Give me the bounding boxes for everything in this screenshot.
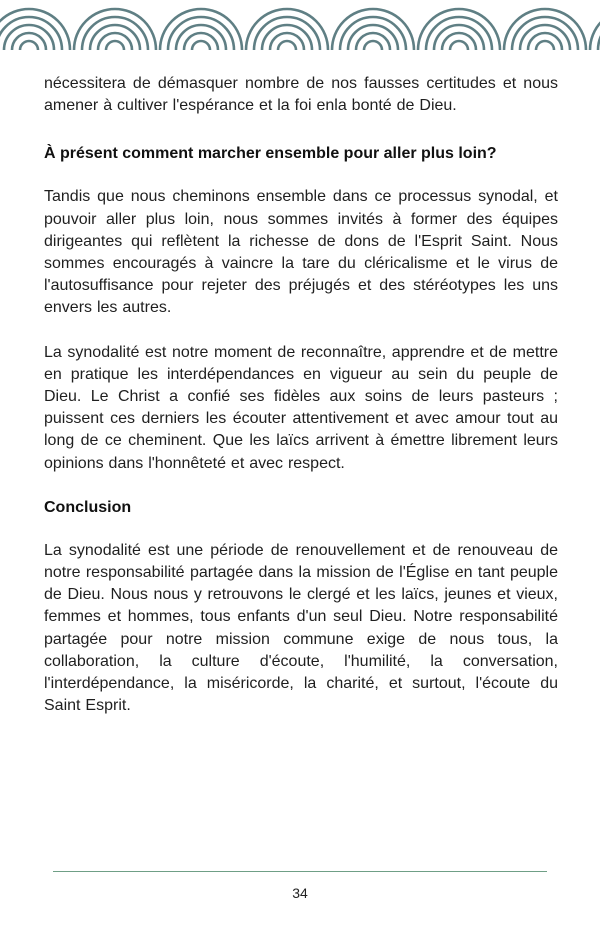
section-heading-ensemble: À présent comment marcher ensemble pour aller plus loin? — [44, 145, 497, 163]
paragraph-synodalite: La synodalité est notre moment de reconnaître, apprendre et de mettre en pratique les interdépendances en vigueur au sein du peuple de Dieu. Le Christ a confié ses fidèles aux soins de leurs pasteurs ; puissent ces derniers les écouter attentivement et avec amour tout au long de ce cheminent. Que les laïcs arrivent à émettre librement leurs opinions dans l'honnêteté et avec respect. — [44, 343, 558, 472]
paragraph-synodal-process: Tandis que nous cheminons ensemble dans ce processus synodal, et pouvoir aller plus loin, nous sommes invités à former des équipes dirigeantes qui reflètent la richesse de dons de l'Esprit Saint. Nous sommes encouragés à vaincre la tare du cléricalisme et le virus de l'autosuffisance pour rejeter des préjugés et des stéréotypes les uns envers les autres. — [44, 188, 558, 317]
section-heading-conclusion: Conclusion — [44, 498, 132, 516]
paragraph-intro: nécessitera de démasquer nombre de nos fausses certitudes et nous amener à cultiver l'espérance et la foi enla bonté de Dieu. — [44, 75, 558, 115]
decorative-arc-banner — [0, 0, 600, 50]
page-body — [44, 73, 558, 717]
page-number: 34 — [292, 885, 308, 901]
footer-divider — [53, 871, 547, 872]
paragraph-conclusion: La synodalité est une période de renouvellement et de renouveau de notre responsabilité partagée dans la mission de l'Église en tant peuple de Dieu. Nous nous y retrouvons le clergé et les laïcs, jeunes et vieux, femmes et hommes, tous enfants d'un seul Dieu. Notre responsabilité partagée pour notre mission commune exige de nous tous, la collaboration, la culture d'écoute, l'humilité, la conversation, l'interdépendance, la miséricorde, la charité, et surtout, l'écoute du Saint Esprit. — [44, 541, 558, 715]
